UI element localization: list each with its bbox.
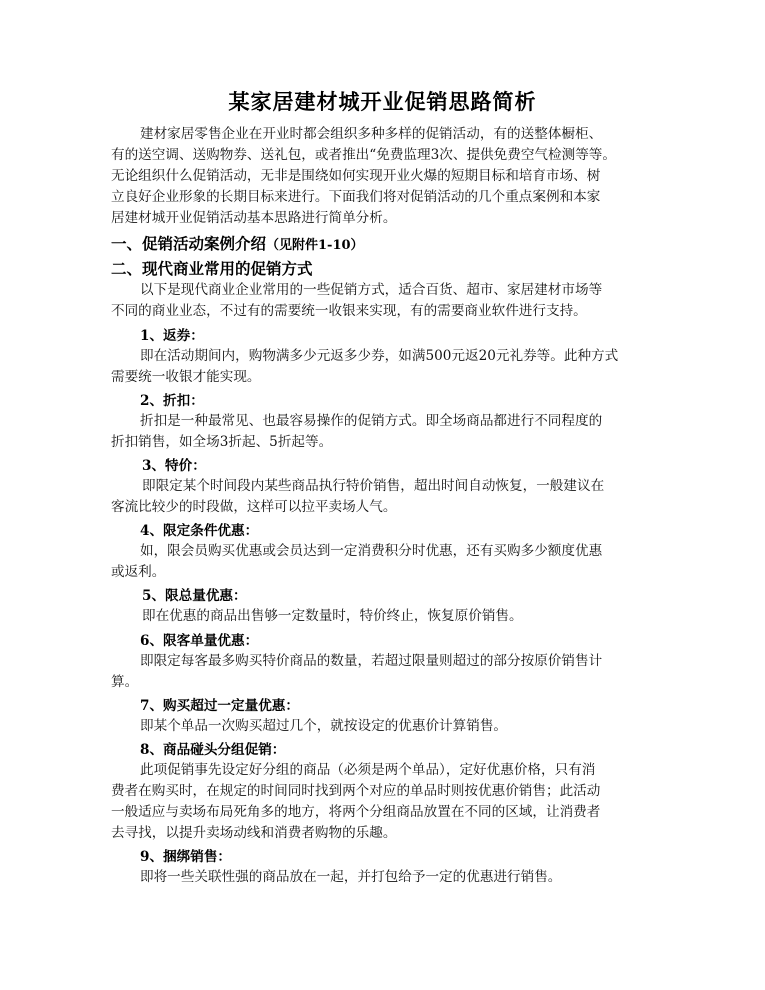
- section2-intro-line: 不同的商业业态，不过有的需要统一收银来实现，有的需要商业软件进行支持。: [111, 303, 587, 319]
- intro-line: 立良好企业形象的长期目标来进行。下面我们将对促销活动的几个重点案例和本家: [111, 189, 601, 205]
- item-line: 算。: [111, 674, 139, 690]
- document-title: 某家居建材城开业促销思路简析: [228, 89, 537, 114]
- item-title: 9、捆绑销售：: [140, 849, 232, 865]
- item-title: 7、购买超过一定量优惠：: [140, 698, 299, 714]
- section-heading-1: [111, 232, 671, 254]
- item-title: 6、限客单量优惠：: [140, 633, 259, 649]
- item-title: 4、限定条件优惠：: [140, 523, 259, 539]
- item-line: 或返利。: [111, 564, 166, 580]
- section-heading-1-label: 一、促销活动案例介绍: [111, 234, 267, 253]
- item-title: 1、返券：: [140, 328, 204, 344]
- intro-line: 建材家居零售企业在开业时都会组织多种多样的促销活动，有的送整体橱柜、: [140, 126, 603, 142]
- item-title: 8、商品碰头分组促销：: [140, 742, 286, 758]
- item-line: 折扣是一种最常见、也最容易操作的促销方式。即全场商品都进行不同程度的: [140, 413, 603, 429]
- item-line: 去寻找，以提升卖场动线和消费者购物的乐趣。: [111, 825, 397, 841]
- item-line: 即限定某个时间段内某些商品执行特价销售，超出时间自动恢复，一般建议在: [142, 478, 605, 494]
- item-line: 即将一些关联性强的商品放在一起，并打包给予一定的优惠进行销售。: [140, 869, 562, 885]
- section-heading-1-note: （见附件1-10）: [266, 238, 364, 253]
- item-title: 2、折扣：: [140, 393, 204, 409]
- item-line: 客流比较少的时段做，这样可以拉平卖场人气。: [111, 499, 397, 515]
- item-line: 即某个单品一次购买超过几个，就按设定的优惠价计算销售。: [140, 718, 508, 734]
- item-line: 需要统一收银才能实现。: [111, 369, 261, 385]
- item-line: 此项促销事先设定好分组的商品（必须是两个单品），定好优惠价格，只有消: [140, 762, 596, 778]
- item-line: 一般适应与卖场布局死角多的地方，将两个分组商品放置在不同的区域，让消费者: [111, 804, 601, 820]
- item-title: 5、限总量优惠：: [142, 588, 247, 604]
- section-heading-2: 二、现代商业常用的促销方式: [111, 259, 313, 278]
- item-line: 即在优惠的商品出售够一定数量时，特价终止，恢复原价销售。: [142, 608, 523, 624]
- item-line: 即在活动期间内，购物满多少元返多少券，如满500元返20元礼券等。此种方式: [140, 348, 619, 364]
- item-title: 3、特价：: [142, 458, 206, 474]
- intro-line: 居建材城开业促销活动基本思路进行简单分析。: [111, 210, 397, 226]
- intro-line: 无论组织什么促销活动，无非是围绕如何实现开业火爆的短期目标和培育市场、树: [111, 168, 601, 184]
- item-line: 即限定每客最多购买特价商品的数量，若超过限量则超过的部分按原价销售计: [140, 653, 603, 669]
- item-line: 如，限会员购买优惠或会员达到一定消费积分时优惠，还有买购多少额度优惠: [140, 543, 603, 559]
- item-line: 折扣销售，如全场3折起、5折起等。: [111, 434, 333, 450]
- section2-intro-line: 以下是现代商业企业常用的一些促销方式，适合百货、超市、家居建材市场等: [140, 282, 603, 298]
- intro-line: 有的送空调、送购物券、送礼包，或者推出“免费监理3次、提供免费空气检测等等。: [111, 147, 616, 163]
- item-line: 费者在购买时，在规定的时间同时找到两个对应的单品时则按优惠价销售；此活动: [111, 783, 601, 799]
